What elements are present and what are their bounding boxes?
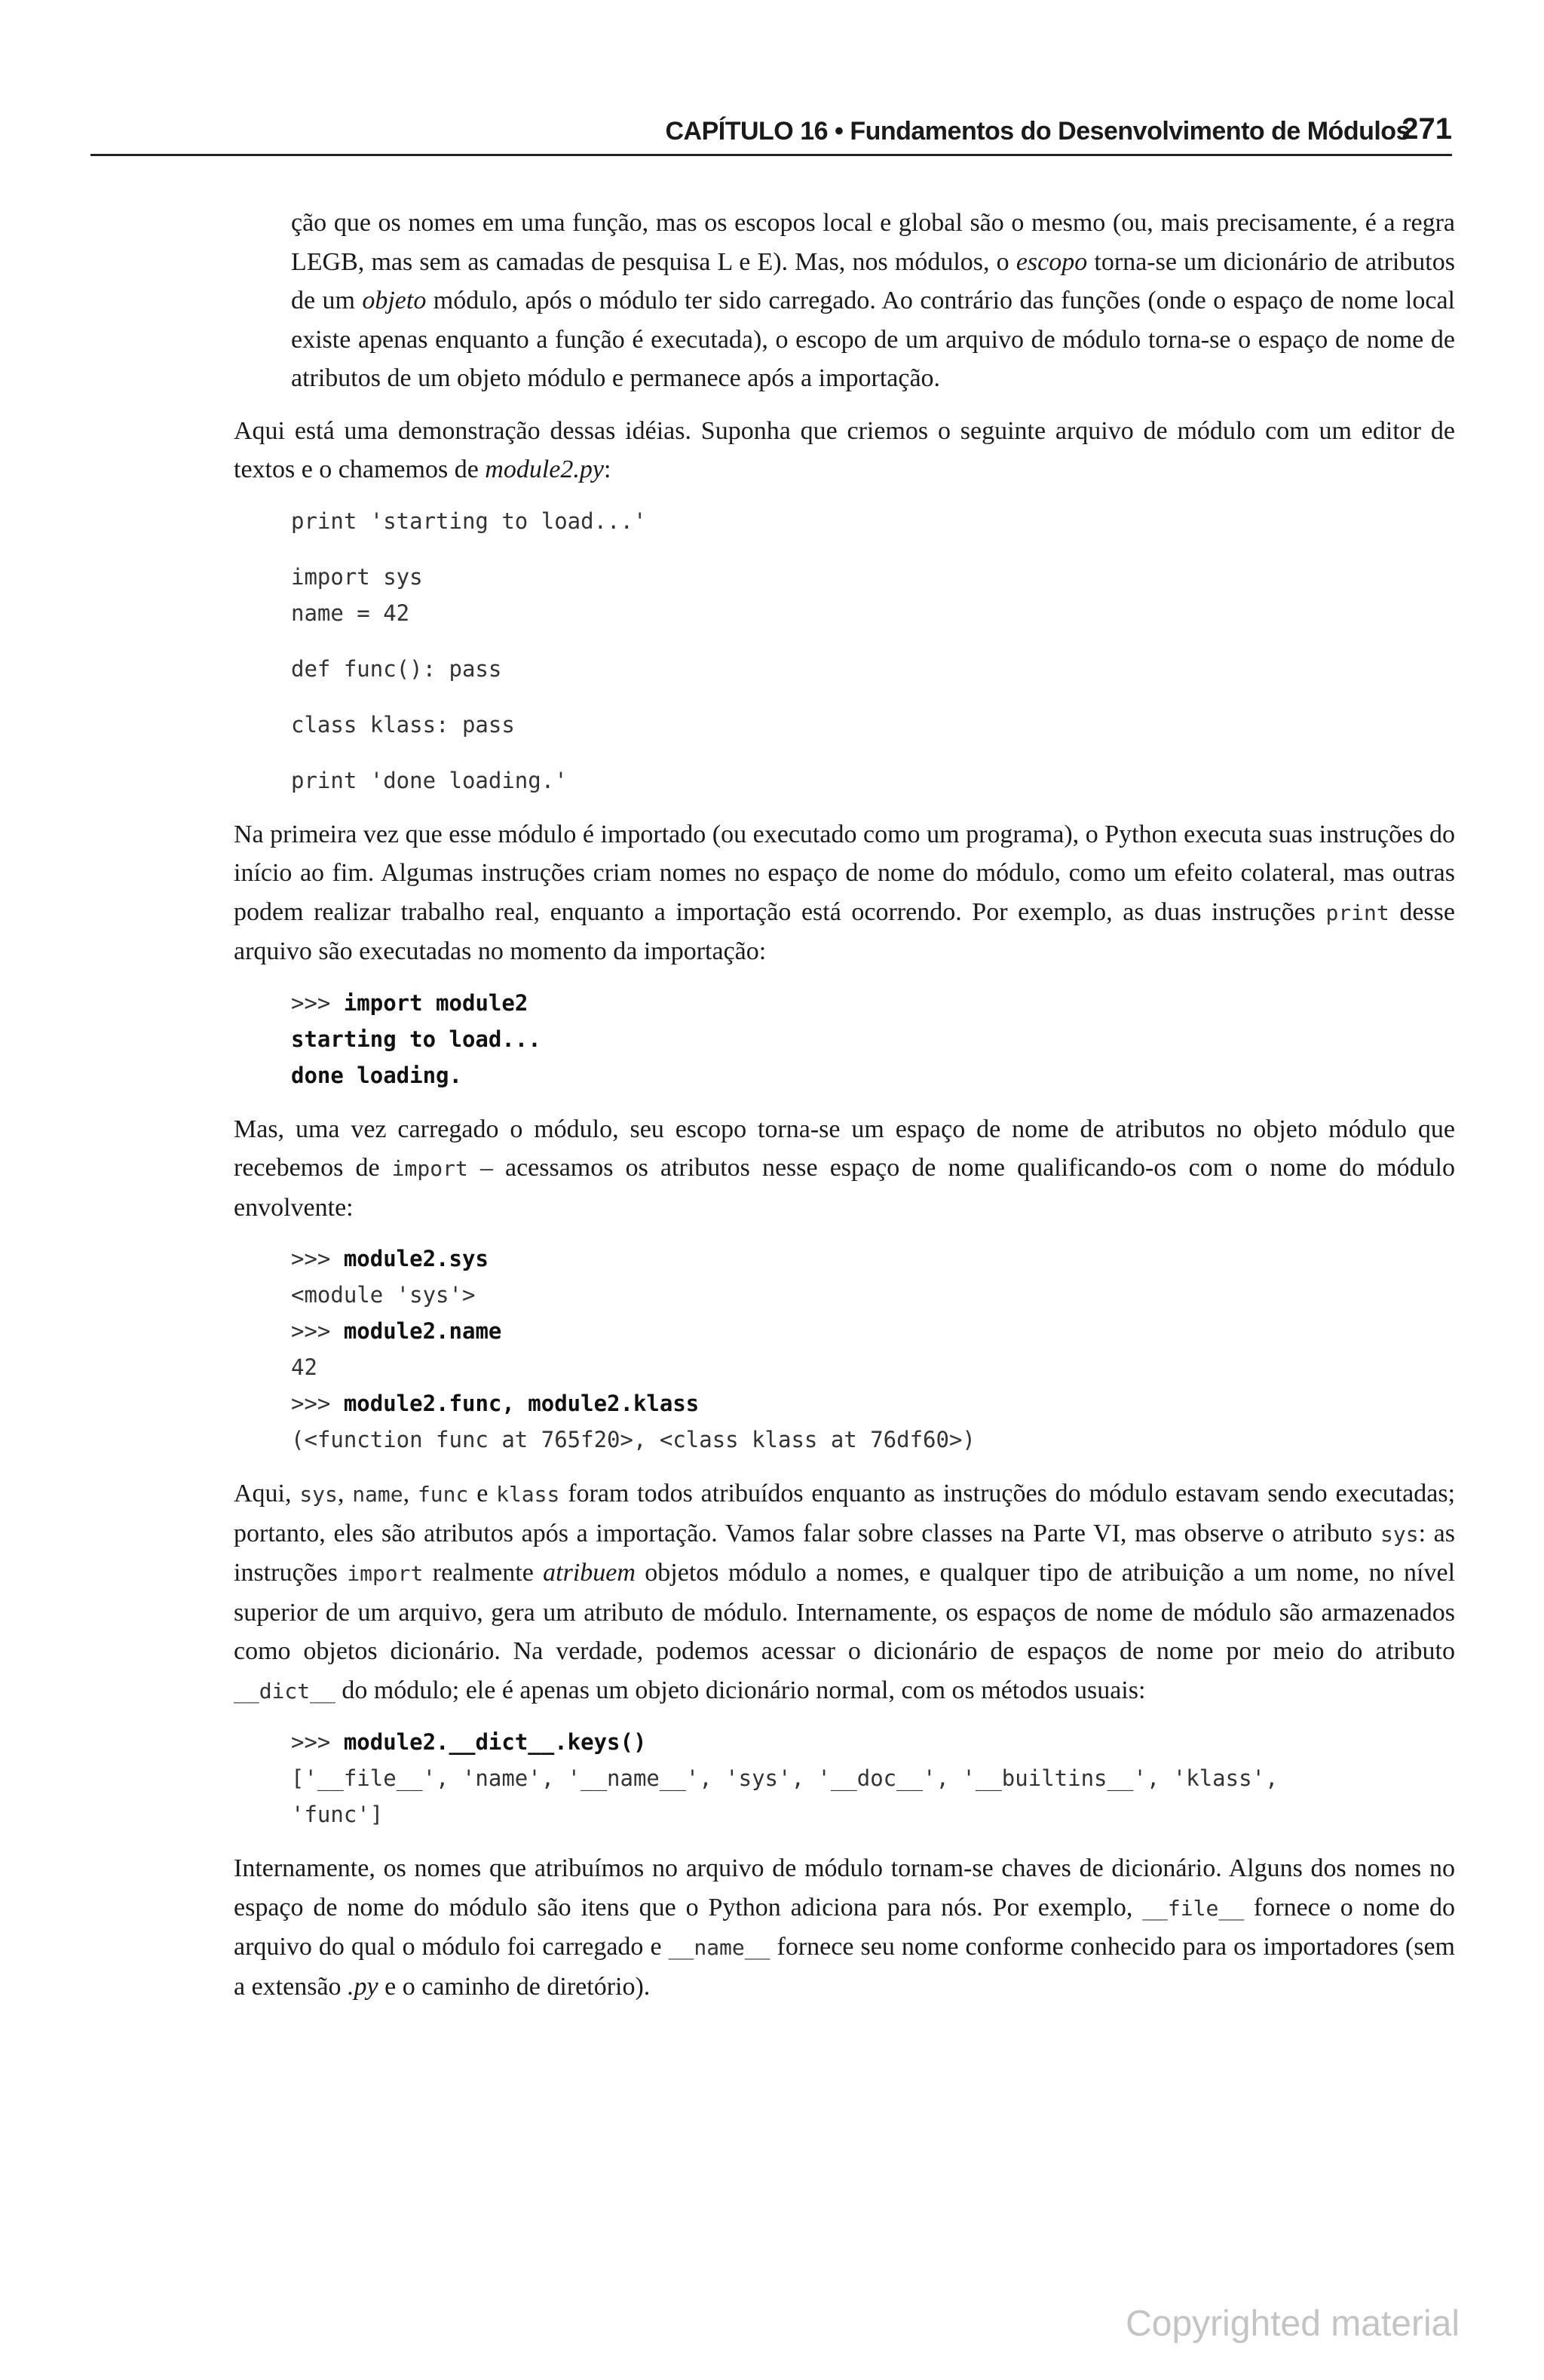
code-block-attributes xyxy=(291,1241,1455,1458)
code-line: 'func'] xyxy=(291,1802,384,1827)
code-line: <module 'sys'> xyxy=(291,1282,476,1308)
copyright-watermark: Copyrighted material xyxy=(1126,2304,1460,2344)
code-line: import sys xyxy=(291,563,423,590)
paragraph-scope-intro: ção que os nomes em uma função, mas os escopos local e global são o mesmo (ou, mais precisamente, é a regra LEGB, mas sem as camadas de pesquisa L e E). Mas, nos módulos, o escopo torna-se um dicionário de atributos de um objeto módulo, após o módulo ter sido carregado. Ao contrário das funções (onde o espaço de nome local existe apenas enquanto a função é executada), o escopo de um arquivo de módulo torna-se o espaço de nome de atributos de um objeto módulo e permanece após a importação. xyxy=(291,209,1455,392)
running-header xyxy=(90,106,1452,156)
code-line: def func(): pass xyxy=(291,655,502,682)
paragraph-import-execution: Na primeira vez que esse módulo é importado (ou executado como um programa), o Python executa suas instruções do início ao fim. Algumas instruções criam nomes no espaço de nome do módulo, como um efeito colateral, mas outras podem realizar trabalho real, enquanto a importação está ocorrendo. Por exemplo, as duas instruções print desse arquivo são executadas no momento da importação: xyxy=(234,820,1455,965)
code-line: 42 xyxy=(291,1354,317,1380)
paragraph-namespace-dict: Aqui, sys, name, func e klass foram todos atribuídos enquanto as instruções do módulo estavam sendo executadas; portanto, eles são atributos após a importação. Vamos falar sobre classes na Parte VI, mas observe o atributo sys: as instruções import realmente atribuem objetos módulo a nomes, e qualquer tipo de atribuição a um nome, no nível superior de um arquivo, gera um atributo de módulo. Internamente, os espaços de nome de módulo são armazenados como objetos dicionário. Na verdade, podemos acessar o dicionário de espaços de nome por meio do atributo __dict__ do módulo; ele é apenas um objeto dicionário normal, com os métodos usuais: xyxy=(234,1480,1456,1704)
code-line: >>> module2.sys xyxy=(291,1246,489,1271)
paragraph-attribute-access: Mas, uma vez carregado o módulo, seu escopo torna-se um espaço de nome de atributos no objeto módulo que recebemos de import – acessamos os atributos nesse espaço de nome qualificando-os com o nome do módulo envolvente: xyxy=(234,1115,1455,1222)
code-block-module2 xyxy=(291,503,1455,799)
paragraph-demo-intro: Aqui está uma demonstração dessas idéias. Suponha que criemos o seguinte arquivo de módulo com um editor de textos e o chamemos de module2.py: xyxy=(234,416,1455,483)
code-block-import xyxy=(291,985,1455,1093)
code-line: print 'done loading.' xyxy=(291,767,568,793)
code-line: ['__file__', 'name', '__name__', 'sys', '__doc__', '__builtins__', 'klass', xyxy=(291,1765,1279,1791)
code-line: (<function func at 765f20>, <class klass at 76df60>) xyxy=(291,1427,976,1452)
code-line: >>> import module2 xyxy=(291,989,528,1016)
chapter-title: CAPÍTULO 16 • Fundamentos do Desenvolvimento de Módulos xyxy=(665,117,1410,146)
code-line: >>> module2.__dict__.keys() xyxy=(291,1729,647,1755)
code-line: done loading. xyxy=(291,1062,462,1088)
page-body xyxy=(234,204,1455,2020)
paragraph-builtin-names: Internamente, os nomes que atribuímos no arquivo de módulo tornam-se chaves de dicionário. Alguns dos nomes no espaço de nome do módulo são itens que o Python adiciona para nós. Por exemplo, __file__ fornece o nome do arquivo do qual o módulo foi carregado e __name__ fornece seu nome conforme conhecido para os importadores (sem a extensão .py e o caminho de diretório). xyxy=(234,1854,1455,2001)
code-line: print 'starting to load...' xyxy=(291,508,647,534)
code-line: class klass: pass xyxy=(291,711,515,738)
code-line: >>> module2.name xyxy=(291,1318,502,1344)
page-number: 271 xyxy=(1402,112,1452,146)
code-line: name = 42 xyxy=(291,600,410,626)
code-line: starting to load... xyxy=(291,1026,541,1052)
code-line: >>> module2.func, module2.klass xyxy=(291,1391,700,1416)
code-block-dict-keys xyxy=(291,1724,1455,1833)
